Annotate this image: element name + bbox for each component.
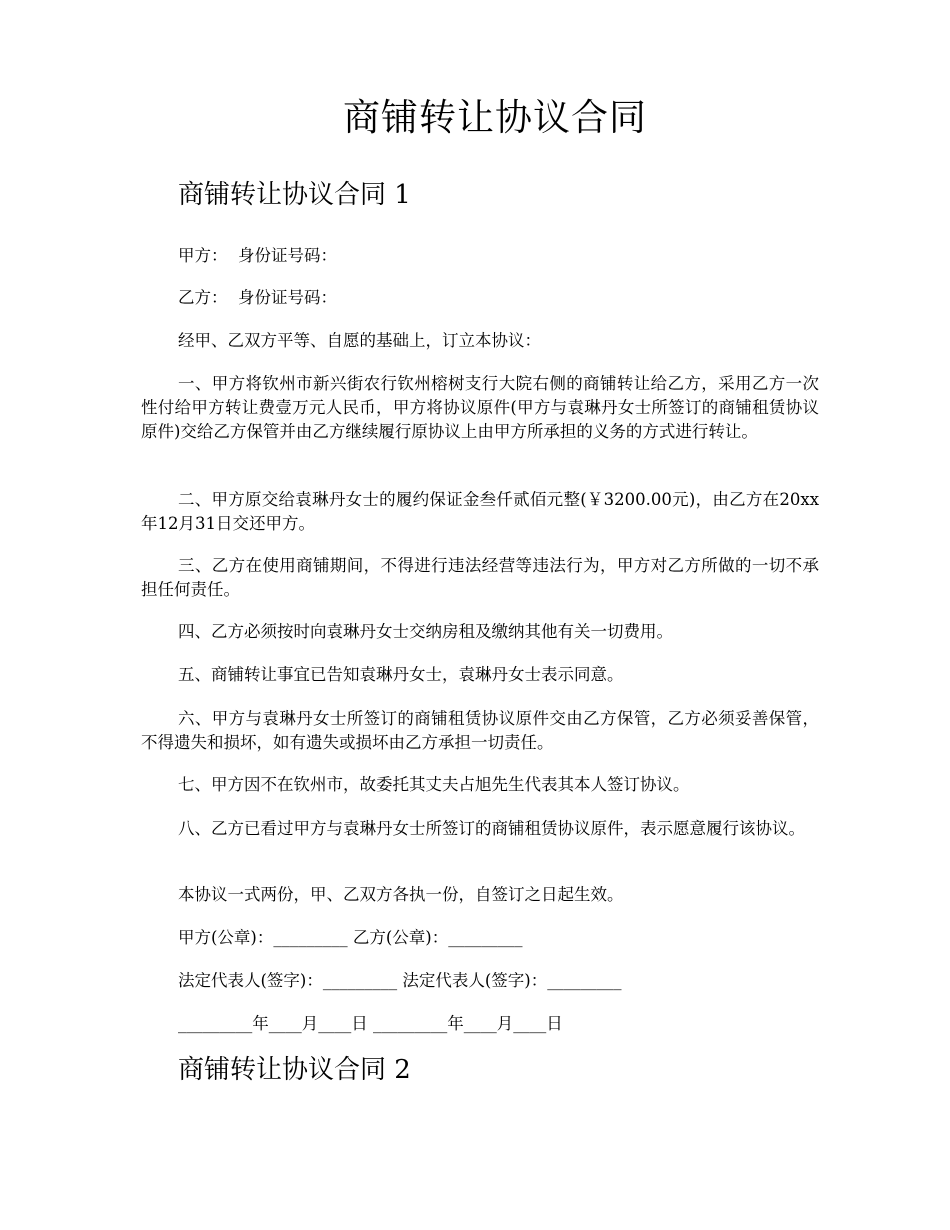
clause-7: 七、甲方因不在钦州市，故委托其丈夫占旭先生代表其本人签订协议。 (178, 775, 690, 794)
clause-1: 一、甲方将钦州市新兴街农行钦州榕树支行大院右侧的商铺转让给乙方，采用乙方一次性付给甲方转让费壹万元人民币，甲方将协议原件(甲方与袁琳丹女士所签订的商铺租赁协议原件)交给乙方保管并由乙方继续履行原协议上由甲方所承担的义务的方式进行转让。 (141, 374, 819, 441)
seal-signature-line: 甲方(公章)：_________ 乙方(公章)：_________ (178, 928, 523, 947)
copies-statement: 本协议一式两份，甲、乙双方各执一份，自签订之日起生效。 (178, 885, 624, 904)
document-title: 商铺转让协议合同 (343, 96, 647, 139)
party-a-line: 甲方： 身份证号码： (178, 246, 337, 265)
section-heading-2: 商铺转让协议合同 2 (178, 1055, 411, 1085)
preamble: 经甲、乙双方平等、自愿的基础上，订立本协议： (178, 331, 541, 350)
clause-3: 三、乙方在使用商铺期间，不得进行违法经营等违法行为，甲方对乙方所做的一切不承担任何责任。 (141, 556, 819, 599)
representative-signature-line: 法定代表人(签字)：_________ 法定代表人(签字)：_________ (178, 971, 622, 990)
date-line: _________年____月____日 _________年____月____日 (178, 1014, 563, 1033)
clause-4: 四、乙方必须按时向袁琳丹女士交纳房租及缴纳其他有关一切费用。 (178, 622, 673, 641)
clause-8: 八、乙方已看过甲方与袁琳丹女士所签订的商铺租赁协议原件，表示愿意履行该协议。 (178, 819, 805, 838)
party-b-line: 乙方： 身份证号码： (178, 288, 337, 307)
clause-2: 二、甲方原交给袁琳丹女士的履约保证金叁仟贰佰元整(￥3200.00元)，由乙方在20xx年12月31日交还甲方。 (141, 490, 819, 533)
clause-5: 五、商铺转让事宜已告知袁琳丹女士，袁琳丹女士表示同意。 (178, 665, 624, 684)
clause-6: 六、甲方与袁琳丹女士所签订的商铺租赁协议原件交由乙方保管，乙方必须妥善保管，不得遗失和损坏，如有遗失或损坏由乙方承担一切责任。 (141, 709, 819, 752)
section-heading-1: 商铺转让协议合同 1 (178, 180, 411, 210)
